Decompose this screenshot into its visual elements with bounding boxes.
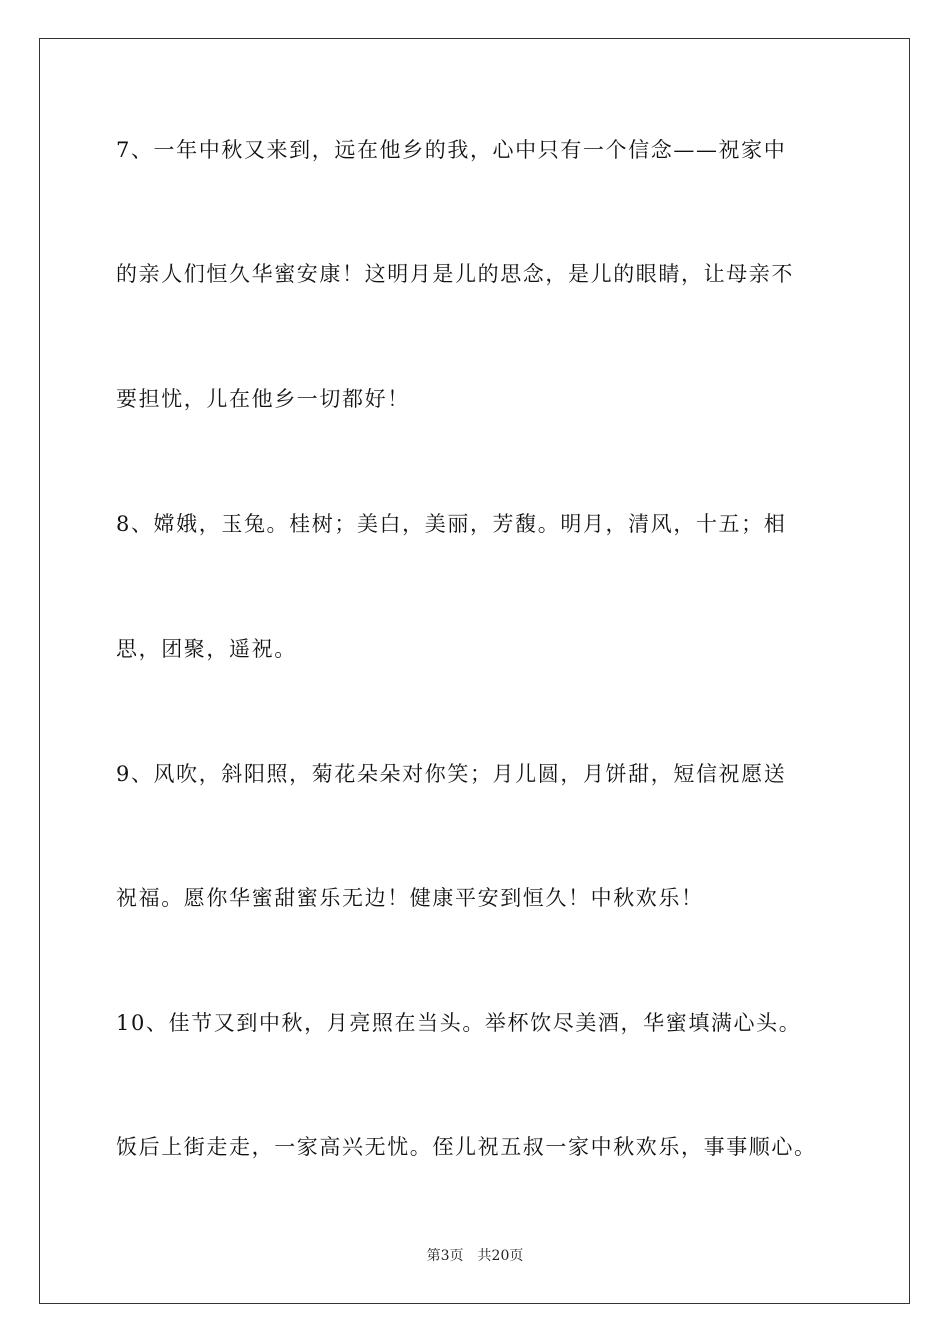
page-total: 共20页 — [477, 1248, 524, 1264]
text-line: 要担忧，儿在他乡一切都好！ — [116, 387, 410, 411]
text-line: 饭后上街走走，一家高兴无忧。侄儿祝五叔一家中秋欢乐，事事顺心。 — [116, 1135, 817, 1159]
text-line: 10、佳节又到中秋，月亮照在当头。举杯饮尽美酒，华蜜填满心头。 — [116, 1011, 802, 1035]
page-number: 第3页 — [426, 1248, 464, 1264]
text-line: 的亲人们恒久华蜜安康！这明月是儿的思念，是儿的眼睛，让母亲不 — [116, 262, 794, 286]
text-line: 7、一年中秋又来到，远在他乡的我，心中只有一个信念——祝家中 — [116, 138, 787, 162]
text-line: 思，团聚，遥祝。 — [116, 637, 297, 661]
page-footer — [0, 1247, 950, 1265]
text-line: 8、嫦娥，玉兔。桂树；美白，美丽，芳馥。明月，清风，十五；相 — [116, 512, 787, 536]
text-line: 祝福。愿你华蜜甜蜜乐无边！健康平安到恒久！中秋欢乐！ — [116, 886, 704, 910]
page-border — [39, 38, 910, 1304]
text-line: 9、风吹，斜阳照，菊花朵朵对你笑；月儿圆，月饼甜，短信祝愿送 — [116, 762, 787, 786]
